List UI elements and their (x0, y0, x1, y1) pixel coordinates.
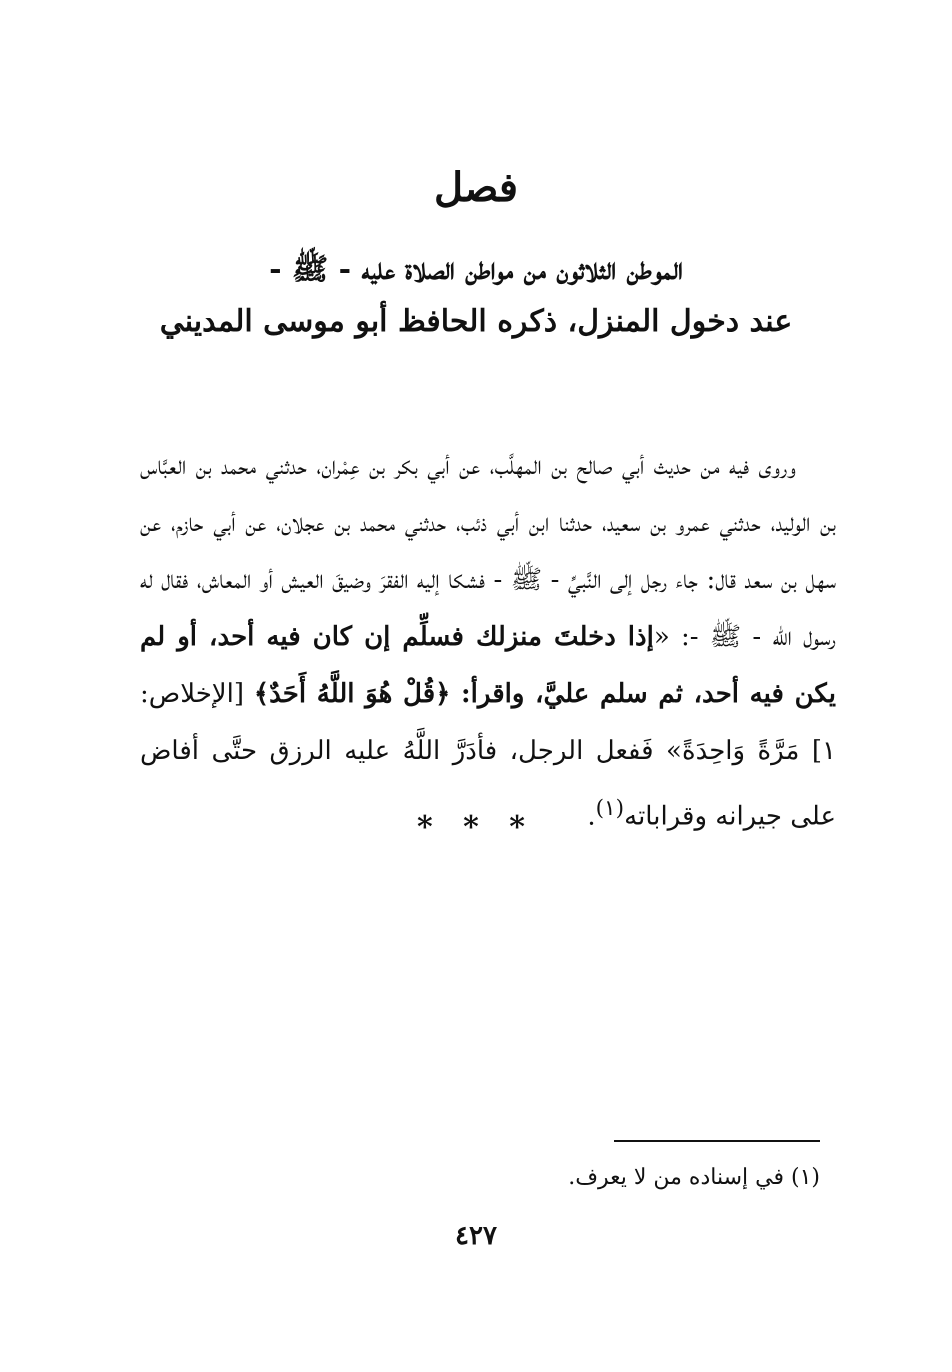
quran-quote: ﴿قُلْ هُوَ اللَّهُ أَحَدٌ﴾ (253, 679, 451, 709)
isnad-text: وروى فيه من حديث أبي صالح بن المهلَّب، عن أبي بكر بن عِمْران، حدثني محمد بن العبَّاس بن الوليد، حدثني عمرو بن سعيد، حدثنا ابن أبي ذئب، حدثني محمد بن عجلان، عن أبي حازم، عن سهل بن سعد قال: جاء رجل إلى النَّبيِّ - ﷺ - فشكا إليه الفقرَ وضيقَ العيش أو المعاش، فقال له رسول الله - ﷺ -: « (140, 451, 836, 652)
footnote: (١) في إسناده من لا يعرف. (568, 1165, 820, 1190)
chapter-title-line-2: عند دخول المنزل، ذكره الحافظ أبو موسى المديني (159, 304, 793, 339)
hadith-text (140, 438, 836, 846)
chapter-title-line-1: الموطن الثلاثون من مواطن الصلاة عليه - ﷺ - (269, 252, 683, 287)
prophetic-saying: إذا دخلتَ منزلك فسلِّم إن كان فيه أحد، أو لم يكن فيه أحد، ثم سلم عليَّ، واقرأ: (140, 622, 836, 709)
hadith-ending: [الإخلاص: ١] مَرَّةً وَاحِدَةً» فَفعل الرجل، فأدَرَّ اللَّهُ عليه الرزق حتَّى أفاض على جيرانه وقراباته (140, 679, 836, 832)
footnote-divider (614, 1140, 820, 1142)
chapter-title (150, 244, 802, 348)
page-number: ٤٢٧ (455, 1221, 497, 1251)
section-separator: * * * (417, 810, 535, 845)
body-paragraph (140, 438, 836, 846)
sentence-end: . (587, 801, 596, 832)
footnote-reference[interactable]: (١) (595, 796, 625, 821)
section-heading: فصل (433, 164, 519, 211)
